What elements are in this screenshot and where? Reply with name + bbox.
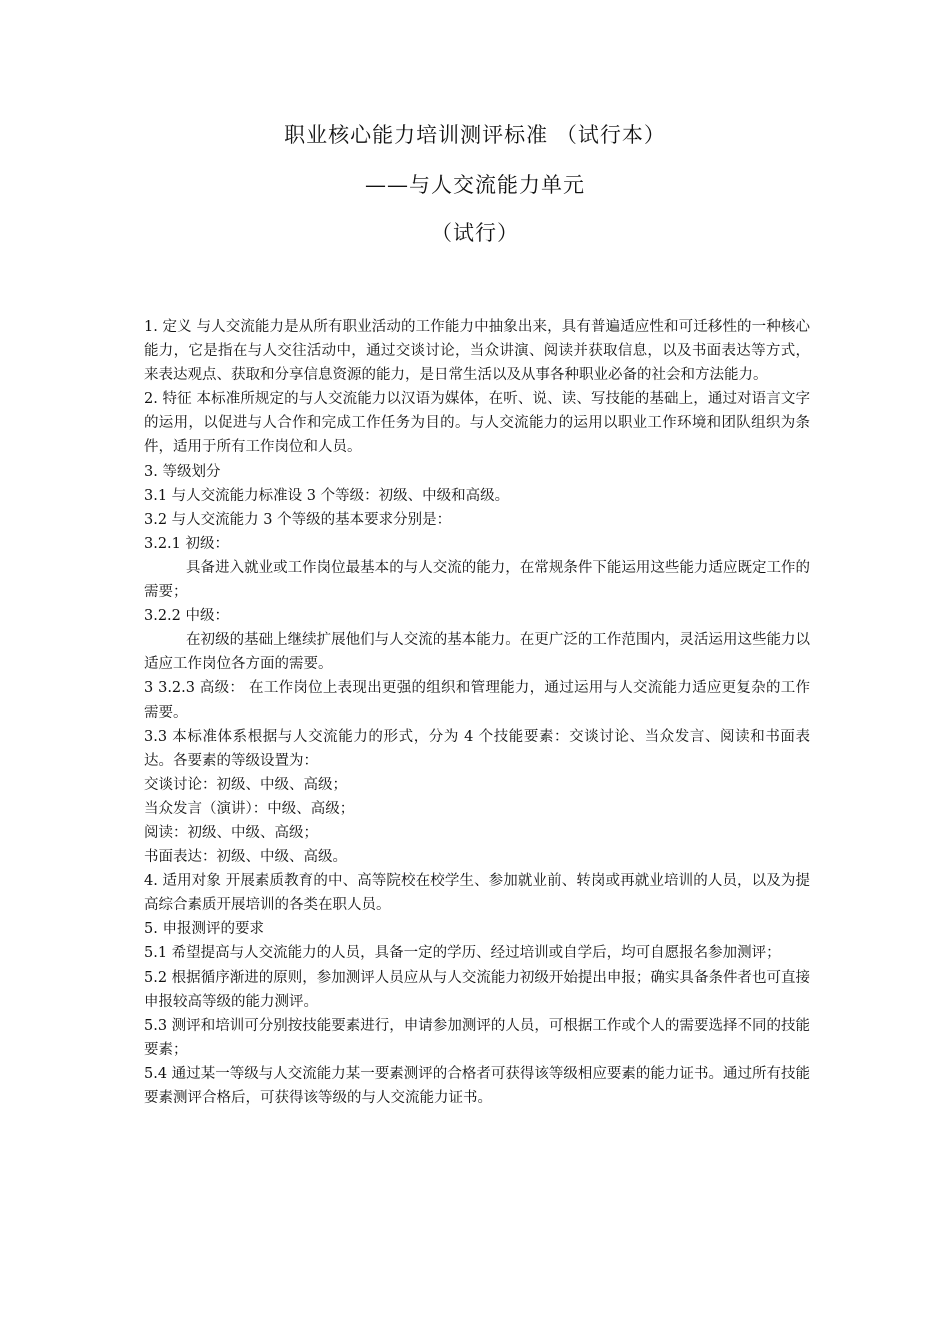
element-reading: 阅读：初级、中级、高级； bbox=[144, 824, 318, 841]
section-3-1: 3.1 与人交流能力标准设 3 个等级：初级、中级和高级。 bbox=[144, 487, 510, 504]
section-3-2-2-text: 在初级的基础上继续扩展他们与人交流的基本能力。在更广泛的工作范围内，灵活运用这些能力以适应工作岗位各方面的需要。 bbox=[144, 632, 810, 673]
section-5-2: 5.2 根据循序渐进的原则，参加测评人员应从与人交流能力初级开始提出申报；确实具备条件者也可直接申报较高等级的能力测评。 bbox=[144, 969, 810, 1010]
section-5-heading: 5. 申报测评的要求 bbox=[144, 921, 264, 938]
document-trial-note bbox=[0, 218, 950, 248]
section-definition: 1. 定义 与人交流能力是从所有职业活动的工作能力中抽象出来，具有普遍适应性和可迁移性的一种核心能力，它是指在与人交往活动中，通过交谈讨论，当众讲演、阅读并获取信息，以及书面表达等方式，来表达观点、获取和分享信息资源的能力，是日常生活以及从事各种职业必备的社会和方法能力。 bbox=[144, 319, 810, 384]
section-3-2: 3.2 与人交流能力 3 个等级的基本要求分别是： bbox=[144, 511, 452, 528]
section-3-3: 3.3 本标准体系根据与人交流能力的形式，分为 4 个技能要素：交谈讨论、当众发言、阅读和书面表达。各要素的等级设置为： bbox=[144, 728, 810, 769]
section-features: 2. 特征 本标准所规定的与人交流能力以汉语为媒体，在听、说、读、写技能的基础上，通过对语言文字的运用，以促进与人合作和完成工作任务为目的。与人交流能力的运用以职业工作环境和团队组织为条件，适用于所有工作岗位和人员。 bbox=[144, 391, 810, 456]
section-applicable-targets: 4. 适用对象 开展素质教育的中、高等院校在校学生、参加就业前、转岗或再就业培训的人员，以及为提高综合素质开展培训的各类在职人员。 bbox=[144, 873, 810, 914]
document-body bbox=[144, 315, 810, 1110]
section-levels-heading: 3. 等级划分 bbox=[144, 463, 221, 480]
element-public-speaking: 当众发言（演讲）：中级、高级； bbox=[144, 800, 355, 817]
section-5-3: 5.3 测评和培训可分别按技能要素进行，申请参加测评的人员，可根据工作或个人的需要选择不同的技能要素； bbox=[144, 1017, 810, 1058]
section-3-2-2-heading: 3.2.2 中级： bbox=[144, 608, 230, 625]
title-line-unit: ——与人交流能力单元 bbox=[365, 173, 585, 197]
document-title bbox=[0, 120, 950, 150]
document-subtitle bbox=[0, 170, 950, 200]
section-5-4: 5.4 通过某一等级与人交流能力某一要素测评的合格者可获得该等级相应要素的能力证书。通过所有技能要素测评合格后，可获得该等级的与人交流能力证书。 bbox=[144, 1065, 810, 1106]
section-3-2-3: 3 3.2.3 高级： 在工作岗位上表现出更强的组织和管理能力，通过运用与人交流能力适应更复杂的工作需要。 bbox=[144, 680, 810, 721]
element-discussion: 交谈讨论：初级、中级、高级； bbox=[144, 776, 347, 793]
element-writing: 书面表达：初级、中级、高级。 bbox=[144, 849, 347, 866]
title-line-trial: （试行） bbox=[431, 221, 519, 245]
title-line-main: 职业核心能力培训测评标准 （试行本） bbox=[284, 123, 666, 147]
section-3-2-1-text: 具备进入就业或工作岗位最基本的与人交流的能力，在常规条件下能运用这些能力适应既定工作的需要； bbox=[144, 559, 810, 601]
section-5-1: 5.1 希望提高与人交流能力的人员，具备一定的学历、经过培训或自学后，均可自愿报名参加测评； bbox=[144, 945, 781, 962]
section-3-2-1-heading: 3.2.1 初级： bbox=[144, 535, 230, 552]
